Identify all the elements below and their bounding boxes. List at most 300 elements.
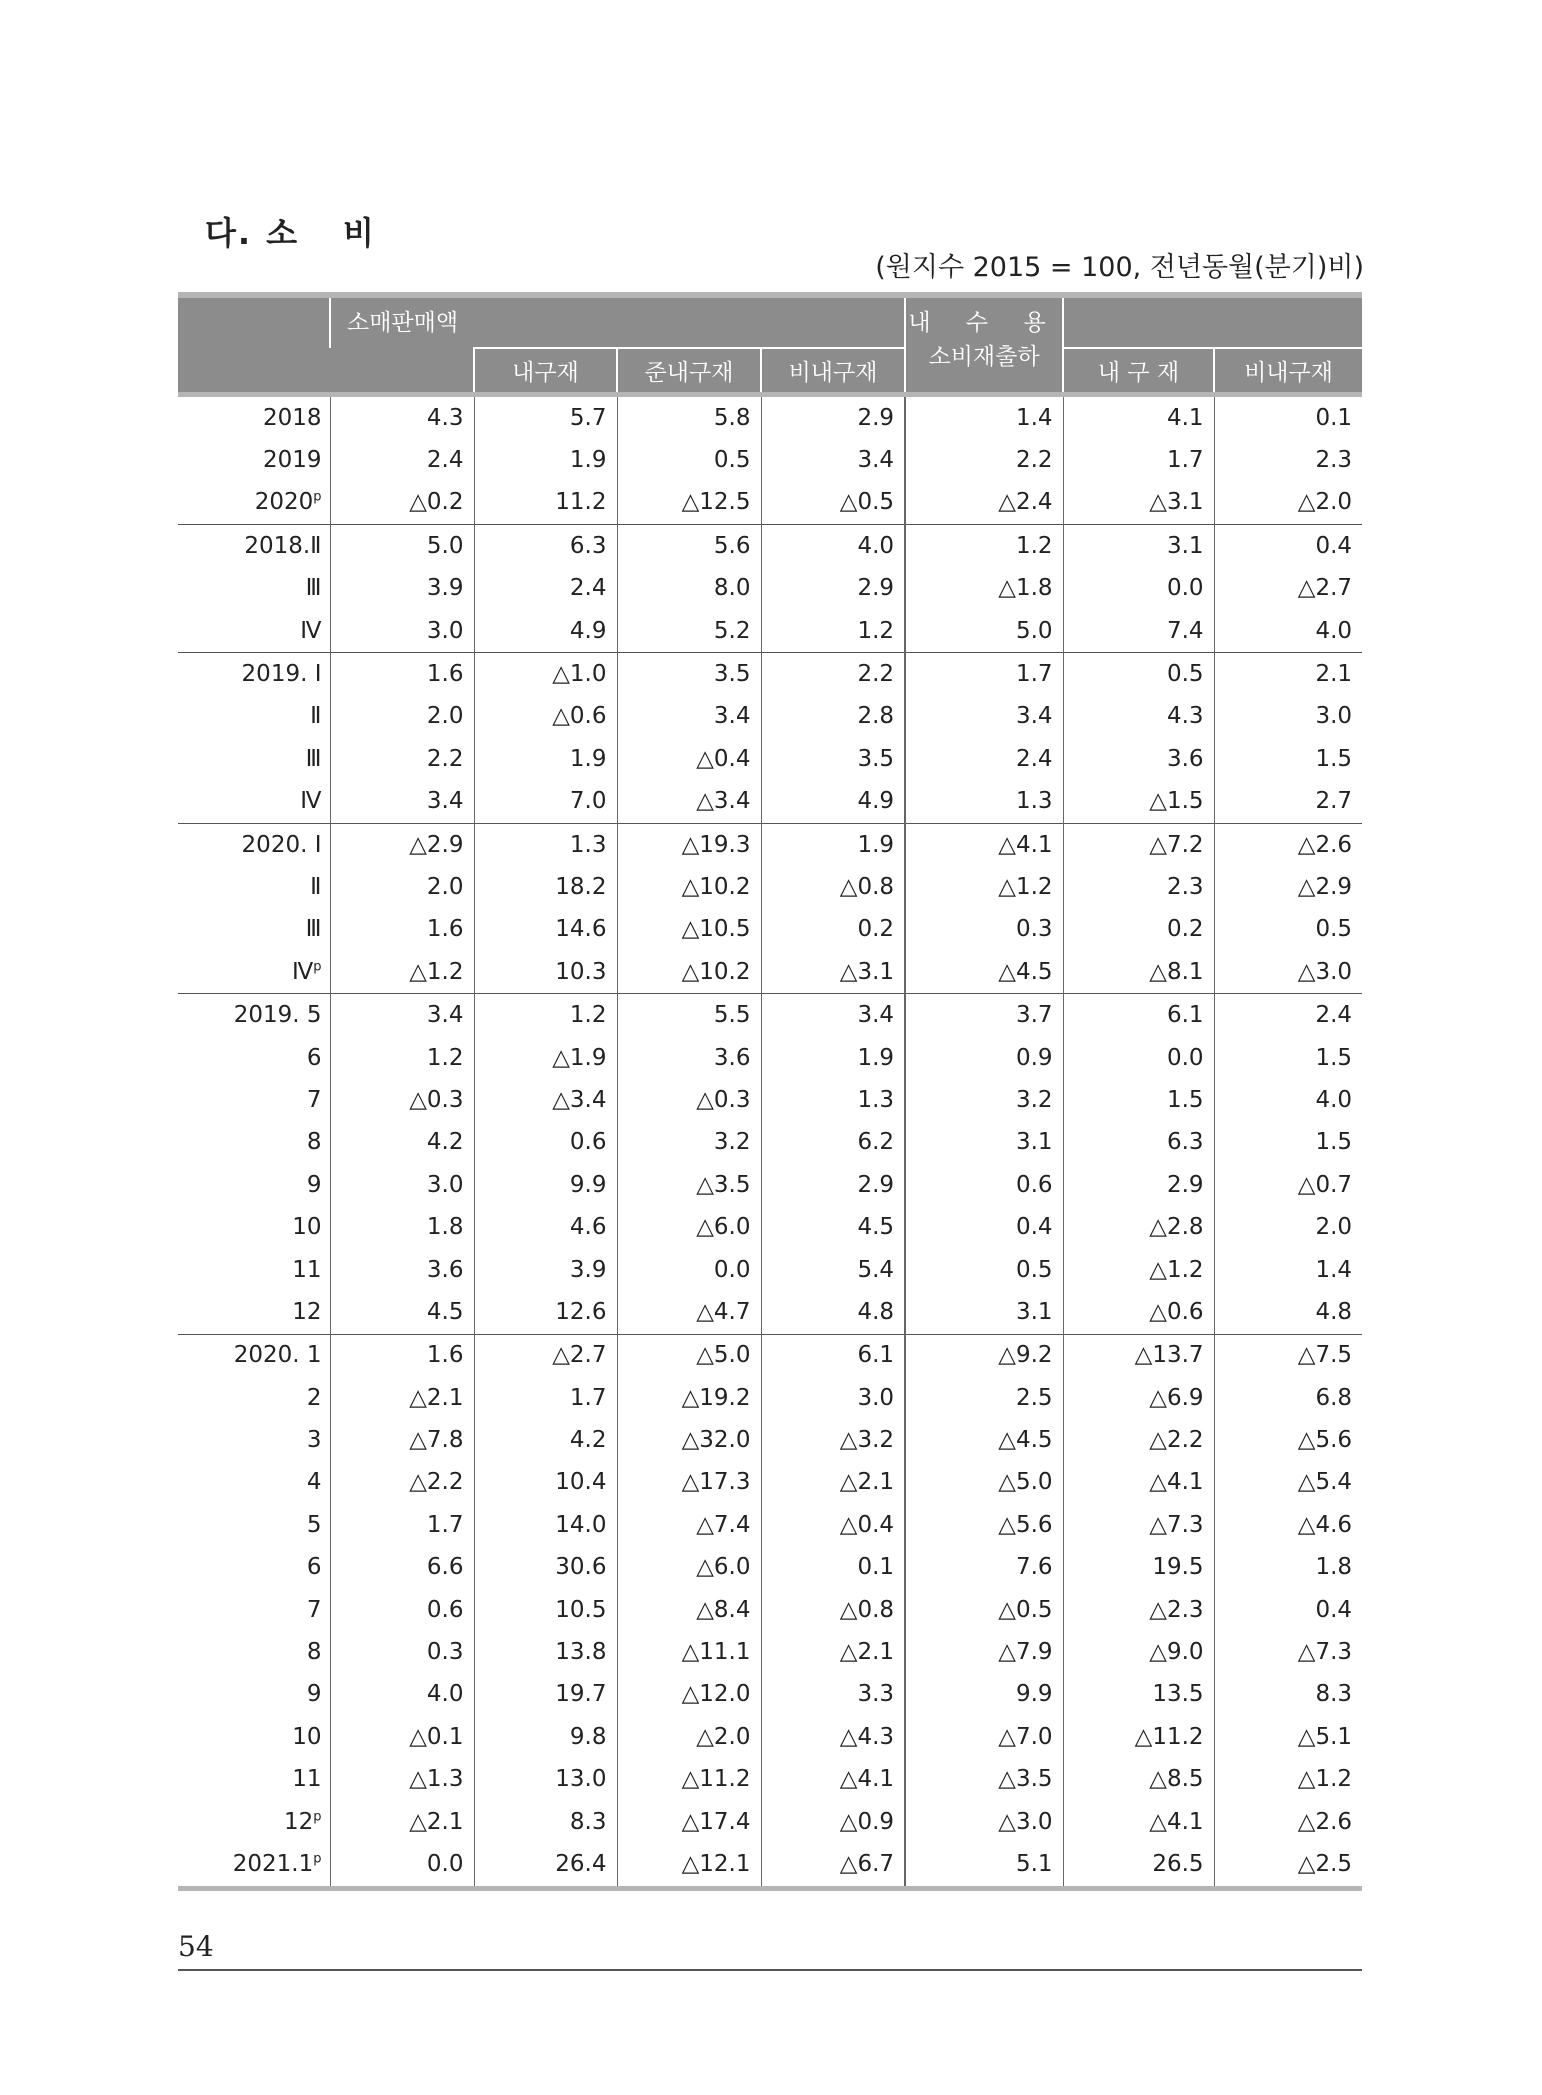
table-cell: 3.1 xyxy=(1063,525,1214,568)
row-label-text: 8 xyxy=(306,1129,322,1156)
row-label-text: 2020 xyxy=(254,489,314,516)
section-prefix: 다. xyxy=(205,214,253,252)
table-row xyxy=(178,696,1362,738)
row-label xyxy=(178,1291,330,1334)
header-shipment-durable: 내 구 재 xyxy=(1063,348,1214,395)
table-cell: 4.9 xyxy=(474,610,617,653)
table-row xyxy=(178,1801,1362,1843)
table-cell: △4.1 xyxy=(1063,1462,1214,1504)
table-cell: 3.0 xyxy=(330,1164,474,1206)
table-cell: 3.0 xyxy=(1214,696,1362,738)
table-cell: 10.5 xyxy=(474,1589,617,1631)
row-label xyxy=(178,610,330,653)
table-cell: △4.5 xyxy=(905,951,1063,994)
table-cell: 2.2 xyxy=(330,738,474,780)
table-cell: △0.5 xyxy=(761,482,905,525)
table-cell: 0.4 xyxy=(905,1206,1063,1248)
table-cell: △1.2 xyxy=(905,866,1063,908)
table-cell: 8.3 xyxy=(1214,1674,1362,1716)
table-row xyxy=(178,653,1362,696)
table-cell: 5.8 xyxy=(617,395,761,440)
table-cell: △0.6 xyxy=(1063,1291,1214,1334)
table-cell: △1.2 xyxy=(1063,1249,1214,1291)
table-cell: 26.4 xyxy=(474,1843,617,1888)
table-cell: 1.6 xyxy=(330,1334,474,1377)
table-cell: 4.0 xyxy=(1214,610,1362,653)
table-cell: △4.5 xyxy=(905,1419,1063,1461)
table-cell: △1.3 xyxy=(330,1759,474,1801)
table-cell: 2.9 xyxy=(1063,1164,1214,1206)
table-cell: △4.1 xyxy=(905,823,1063,866)
row-label xyxy=(178,1249,330,1291)
row-label xyxy=(178,568,330,610)
table-cell: 4.9 xyxy=(761,781,905,824)
table-cell: △2.5 xyxy=(1214,1843,1362,1888)
row-label xyxy=(178,1716,330,1758)
table-cell: △0.3 xyxy=(617,1079,761,1121)
row-label xyxy=(178,653,330,696)
row-label-text: 10 xyxy=(292,1214,322,1241)
row-label xyxy=(178,1589,330,1631)
table-cell: △11.2 xyxy=(1063,1716,1214,1758)
table-cell: △17.3 xyxy=(617,1462,761,1504)
table-cell: △5.6 xyxy=(1214,1419,1362,1461)
table-cell: △3.0 xyxy=(1214,951,1362,994)
table-cell: 4.1 xyxy=(1063,395,1214,440)
table-cell: 0.2 xyxy=(1063,909,1214,951)
table-cell: 6.3 xyxy=(1063,1122,1214,1164)
table-cell: 5.7 xyxy=(474,395,617,440)
table-cell: 0.0 xyxy=(330,1843,474,1888)
table-cell: 0.1 xyxy=(1214,395,1362,440)
header-domestic-shipments xyxy=(905,295,1063,395)
row-label xyxy=(178,482,330,525)
table-row xyxy=(178,994,1362,1037)
table-cell: △10.2 xyxy=(617,866,761,908)
table-cell: 0.5 xyxy=(617,439,761,481)
table-cell: 1.9 xyxy=(761,823,905,866)
table-cell: △12.1 xyxy=(617,1843,761,1888)
table-cell: 2.0 xyxy=(330,696,474,738)
table-row xyxy=(178,781,1362,824)
table-cell: △3.4 xyxy=(617,781,761,824)
table-cell: △0.1 xyxy=(330,1716,474,1758)
table-cell: 7.0 xyxy=(474,781,617,824)
table-cell: 3.9 xyxy=(474,1249,617,1291)
table-cell: △8.1 xyxy=(1063,951,1214,994)
row-label-text: 12 xyxy=(283,1808,314,1835)
table-cell: △7.5 xyxy=(1214,1334,1362,1377)
table-cell: △12.0 xyxy=(617,1674,761,1716)
table-cell: 3.0 xyxy=(330,610,474,653)
page-number: 54 xyxy=(178,1930,214,1963)
table-cell: 1.5 xyxy=(1063,1079,1214,1121)
row-label-text: 2019. Ⅰ xyxy=(241,661,322,688)
table-cell: △8.4 xyxy=(617,1589,761,1631)
table-cell: △11.2 xyxy=(617,1759,761,1801)
table-row xyxy=(178,1164,1362,1206)
row-label-text: 11 xyxy=(292,1766,322,1793)
table-cell: 0.3 xyxy=(330,1631,474,1673)
table-cell: 1.4 xyxy=(905,395,1063,440)
table-cell: 3.5 xyxy=(617,653,761,696)
table-cell: △1.8 xyxy=(905,568,1063,610)
table-row xyxy=(178,1759,1362,1801)
table-cell: △10.2 xyxy=(617,951,761,994)
table-cell: △2.1 xyxy=(761,1631,905,1673)
table-cell: △19.2 xyxy=(617,1377,761,1419)
table-row xyxy=(178,951,1362,994)
table-cell: 0.1 xyxy=(761,1547,905,1589)
table-cell: △12.5 xyxy=(617,482,761,525)
table-cell: 0.5 xyxy=(905,1249,1063,1291)
header-shipment-non-durable: 비내구재 xyxy=(1214,348,1362,395)
row-label-text: 6 xyxy=(306,1554,322,1581)
table-cell: △11.1 xyxy=(617,1631,761,1673)
row-label-text: Ⅳ xyxy=(300,788,322,815)
table-row xyxy=(178,1462,1362,1504)
table-cell: △0.9 xyxy=(761,1801,905,1843)
row-label-text: Ⅱ xyxy=(310,873,322,900)
row-label-text: Ⅳ xyxy=(292,958,314,985)
table-row xyxy=(178,1419,1362,1461)
table-cell: 1.8 xyxy=(1214,1547,1362,1589)
table-cell: △5.4 xyxy=(1214,1462,1362,1504)
table-cell: 4.2 xyxy=(474,1419,617,1461)
table-cell: 7.6 xyxy=(905,1547,1063,1589)
table-cell: 2.2 xyxy=(761,653,905,696)
row-label xyxy=(178,1504,330,1546)
row-label xyxy=(178,1037,330,1079)
table-cell: 4.5 xyxy=(330,1291,474,1334)
table-cell: 5.2 xyxy=(617,610,761,653)
table-cell: △10.5 xyxy=(617,909,761,951)
table-cell: △32.0 xyxy=(617,1419,761,1461)
row-label xyxy=(178,1419,330,1461)
table-cell: △3.0 xyxy=(905,1801,1063,1843)
table-cell: △2.2 xyxy=(1063,1419,1214,1461)
table-cell: 2.7 xyxy=(1214,781,1362,824)
table-cell: 3.3 xyxy=(761,1674,905,1716)
table-cell: 3.5 xyxy=(761,738,905,780)
table-row xyxy=(178,1377,1362,1419)
row-label xyxy=(178,951,330,994)
preliminary-marker: p xyxy=(313,489,322,505)
table-cell: 2.4 xyxy=(1214,994,1362,1037)
row-label-text: 7 xyxy=(306,1596,322,1623)
table-cell: 0.5 xyxy=(1063,653,1214,696)
table-cell: 3.2 xyxy=(617,1122,761,1164)
table-cell: △7.8 xyxy=(330,1419,474,1461)
table-cell: 9.8 xyxy=(474,1716,617,1758)
table-cell: 5.0 xyxy=(905,610,1063,653)
row-label-text: 4 xyxy=(306,1469,322,1496)
table-cell: 4.3 xyxy=(330,395,474,440)
row-label-text: 7 xyxy=(306,1086,322,1113)
table-row xyxy=(178,1079,1362,1121)
table-cell: 4.0 xyxy=(1214,1079,1362,1121)
table-cell: △2.0 xyxy=(617,1716,761,1758)
table-cell: 0.4 xyxy=(1214,525,1362,568)
table-cell: △1.2 xyxy=(1214,1759,1362,1801)
header-domestic-line2: 소비재출하 xyxy=(928,344,1040,370)
row-label xyxy=(178,823,330,866)
table-cell: △0.5 xyxy=(905,1589,1063,1631)
header-blank-sub xyxy=(330,348,474,395)
table-cell: 5.6 xyxy=(617,525,761,568)
table-cell: 3.6 xyxy=(330,1249,474,1291)
table-cell: △1.5 xyxy=(1063,781,1214,824)
table-cell: 0.0 xyxy=(617,1249,761,1291)
table-cell: 1.9 xyxy=(761,1037,905,1079)
table-row xyxy=(178,1504,1362,1546)
row-label xyxy=(178,994,330,1037)
table-cell: △0.4 xyxy=(761,1504,905,1546)
table-cell: △2.9 xyxy=(330,823,474,866)
table-row xyxy=(178,866,1362,908)
table-cell: △7.2 xyxy=(1063,823,1214,866)
table-cell: 5.4 xyxy=(761,1249,905,1291)
row-label xyxy=(178,1631,330,1673)
table-cell: 6.8 xyxy=(1214,1377,1362,1419)
table-cell: 6.3 xyxy=(474,525,617,568)
row-label xyxy=(178,1801,330,1843)
table-cell: 8.3 xyxy=(474,1801,617,1843)
table-cell: 0.2 xyxy=(761,909,905,951)
table-cell: △3.1 xyxy=(1063,482,1214,525)
row-label-text: 2018.Ⅱ xyxy=(244,532,322,559)
table-cell: △7.3 xyxy=(1214,1631,1362,1673)
table-cell: 0.0 xyxy=(1063,568,1214,610)
row-label-text: 12 xyxy=(292,1298,322,1325)
row-label-text: Ⅲ xyxy=(305,575,322,602)
table-row xyxy=(178,738,1362,780)
table-cell: 4.0 xyxy=(761,525,905,568)
table-row xyxy=(178,568,1362,610)
table-cell: 1.9 xyxy=(474,439,617,481)
table-cell: 4.2 xyxy=(330,1122,474,1164)
table-cell: △7.9 xyxy=(905,1631,1063,1673)
table-cell: △1.2 xyxy=(330,951,474,994)
row-label-text: 6 xyxy=(306,1044,322,1071)
table-cell: △0.3 xyxy=(330,1079,474,1121)
table-cell: △2.2 xyxy=(330,1462,474,1504)
table-cell: 3.4 xyxy=(761,439,905,481)
table-cell: △4.7 xyxy=(617,1291,761,1334)
table-cell: 1.2 xyxy=(474,994,617,1037)
table-cell: △1.0 xyxy=(474,653,617,696)
row-label-text: 10 xyxy=(292,1723,322,1750)
table-cell: 11.2 xyxy=(474,482,617,525)
preliminary-marker: p xyxy=(313,1808,322,1824)
row-label-text: 2019. 5 xyxy=(233,1002,322,1029)
table-cell: 1.9 xyxy=(474,738,617,780)
table-cell: △0.8 xyxy=(761,1589,905,1631)
table-cell: △2.3 xyxy=(1063,1589,1214,1631)
table-cell: 3.2 xyxy=(905,1079,1063,1121)
table-cell: 2.3 xyxy=(1063,866,1214,908)
table-cell: 0.3 xyxy=(905,909,1063,951)
table-cell: 3.9 xyxy=(330,568,474,610)
row-label xyxy=(178,1377,330,1419)
table-cell: 2.4 xyxy=(330,439,474,481)
table-cell: 2.5 xyxy=(905,1377,1063,1419)
row-label xyxy=(178,696,330,738)
table-cell: 1.6 xyxy=(330,653,474,696)
table-cell: △2.6 xyxy=(1214,823,1362,866)
row-label xyxy=(178,1164,330,1206)
table-cell: △17.4 xyxy=(617,1801,761,1843)
table-cell: △4.1 xyxy=(761,1759,905,1801)
table-cell: 4.5 xyxy=(761,1206,905,1248)
table-cell: △19.3 xyxy=(617,823,761,866)
table-row xyxy=(178,1547,1362,1589)
header-non-durable: 비내구재 xyxy=(761,348,905,395)
table-cell: 10.3 xyxy=(474,951,617,994)
table-cell: △2.4 xyxy=(905,482,1063,525)
table-cell: 3.4 xyxy=(330,781,474,824)
table-cell: △6.0 xyxy=(617,1547,761,1589)
table-cell: △3.4 xyxy=(474,1079,617,1121)
table-cell: 19.5 xyxy=(1063,1547,1214,1589)
table-cell: △0.4 xyxy=(617,738,761,780)
header-durable: 내구재 xyxy=(474,348,617,395)
table-cell: △2.7 xyxy=(474,1334,617,1377)
table-cell: 0.6 xyxy=(330,1589,474,1631)
section-title-part1: 소 xyxy=(266,214,299,252)
table-cell: 3.4 xyxy=(761,994,905,1037)
table-row xyxy=(178,482,1362,525)
table-cell: 3.4 xyxy=(905,696,1063,738)
table-row xyxy=(178,1291,1362,1334)
table-cell: △5.6 xyxy=(905,1504,1063,1546)
table-cell: 2.0 xyxy=(1214,1206,1362,1248)
table-cell: △13.7 xyxy=(1063,1334,1214,1377)
row-label-text: 8 xyxy=(306,1639,322,1666)
consumption-table xyxy=(178,292,1362,1891)
table-cell: 1.2 xyxy=(761,610,905,653)
row-label-text: 2020. 1 xyxy=(233,1342,322,1369)
row-label-text: Ⅳ xyxy=(300,617,322,644)
row-label xyxy=(178,525,330,568)
table-row xyxy=(178,610,1362,653)
table-cell: 2.8 xyxy=(761,696,905,738)
table-cell: 1.3 xyxy=(905,781,1063,824)
header-semi-durable: 준내구재 xyxy=(617,348,761,395)
table-cell: 1.8 xyxy=(330,1206,474,1248)
row-label-text: 5 xyxy=(306,1511,322,1538)
preliminary-marker: p xyxy=(313,1851,322,1867)
table-row xyxy=(178,1206,1362,1248)
table-cell: △2.1 xyxy=(761,1462,905,1504)
row-label-text: 9 xyxy=(306,1681,322,1708)
table-cell: △2.6 xyxy=(1214,1801,1362,1843)
table-row xyxy=(178,395,1362,440)
row-label-text: Ⅲ xyxy=(305,745,322,772)
table-cell: 1.2 xyxy=(330,1037,474,1079)
table-row xyxy=(178,909,1362,951)
table-cell: △2.7 xyxy=(1214,568,1362,610)
table-cell: 3.7 xyxy=(905,994,1063,1037)
table-cell: 5.5 xyxy=(617,994,761,1037)
table-cell: 1.4 xyxy=(1214,1249,1362,1291)
table-cell: 1.5 xyxy=(1214,1122,1362,1164)
table-cell: 0.0 xyxy=(1063,1037,1214,1079)
row-label xyxy=(178,738,330,780)
table-cell: 19.7 xyxy=(474,1674,617,1716)
table-cell: 5.0 xyxy=(330,525,474,568)
row-label-text: 2019 xyxy=(262,447,322,474)
table-row xyxy=(178,1037,1362,1079)
row-label xyxy=(178,1206,330,1248)
unit-note: (원지수 2015 = 100, 전년동월(분기)비) xyxy=(875,252,1364,283)
table-cell: 1.6 xyxy=(330,909,474,951)
table-cell: △2.1 xyxy=(330,1377,474,1419)
table-cell: 13.0 xyxy=(474,1759,617,1801)
table-cell: 30.6 xyxy=(474,1547,617,1589)
header-domestic-line1: 내 수 용 xyxy=(908,310,1060,336)
table-cell: 7.4 xyxy=(1063,610,1214,653)
table-cell: △6.9 xyxy=(1063,1377,1214,1419)
table-cell: 6.6 xyxy=(330,1547,474,1589)
table-cell: 14.6 xyxy=(474,909,617,951)
row-label xyxy=(178,439,330,481)
table-cell: 1.3 xyxy=(761,1079,905,1121)
table-cell: 1.3 xyxy=(474,823,617,866)
table-cell: 2.0 xyxy=(330,866,474,908)
table-cell: △6.7 xyxy=(761,1843,905,1888)
table-cell: 0.9 xyxy=(905,1037,1063,1079)
row-label xyxy=(178,1122,330,1164)
table-cell: 3.0 xyxy=(761,1377,905,1419)
table-row xyxy=(178,1334,1362,1377)
table-cell: 0.5 xyxy=(1214,909,1362,951)
table-cell: 9.9 xyxy=(474,1164,617,1206)
table-cell: △0.6 xyxy=(474,696,617,738)
row-label xyxy=(178,909,330,951)
table-cell: △4.6 xyxy=(1214,1504,1362,1546)
row-label xyxy=(178,1759,330,1801)
table-cell: 3.1 xyxy=(905,1291,1063,1334)
table-cell: △2.8 xyxy=(1063,1206,1214,1248)
table-cell: 8.0 xyxy=(617,568,761,610)
table-cell: △3.2 xyxy=(761,1419,905,1461)
row-label xyxy=(178,781,330,824)
row-label-text: Ⅱ xyxy=(310,703,322,730)
table-cell: 13.5 xyxy=(1063,1674,1214,1716)
header-blank-right xyxy=(1063,295,1362,348)
row-label xyxy=(178,1674,330,1716)
table-cell: 1.5 xyxy=(1214,738,1362,780)
row-label-text: 9 xyxy=(306,1171,322,1198)
row-label xyxy=(178,866,330,908)
table-cell: △1.9 xyxy=(474,1037,617,1079)
row-label-text: 2020. Ⅰ xyxy=(241,831,322,858)
table-cell: 4.8 xyxy=(761,1291,905,1334)
table-cell: 4.6 xyxy=(474,1206,617,1248)
table-row xyxy=(178,1122,1362,1164)
table-cell: △9.2 xyxy=(905,1334,1063,1377)
table-cell: △7.3 xyxy=(1063,1504,1214,1546)
table-cell: 0.6 xyxy=(474,1122,617,1164)
table-cell: △7.0 xyxy=(905,1716,1063,1758)
table-cell: △3.5 xyxy=(905,1759,1063,1801)
table-row xyxy=(178,439,1362,481)
table-cell: 0.6 xyxy=(905,1164,1063,1206)
table-cell: △3.5 xyxy=(617,1164,761,1206)
table-cell: △4.1 xyxy=(1063,1801,1214,1843)
row-label-text: 2021.1 xyxy=(232,1850,314,1877)
